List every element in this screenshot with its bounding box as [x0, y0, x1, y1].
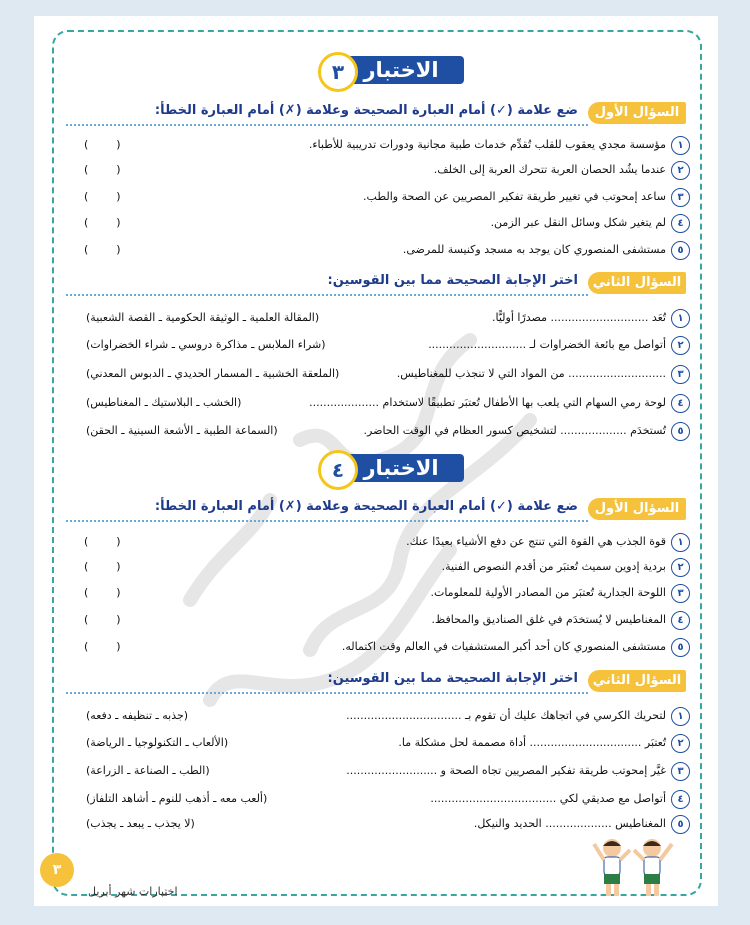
item-text: تُستخدَم ................... لتشخيص كسور العظام في الوقت الحاضر. — [363, 424, 666, 437]
list-item — [80, 308, 690, 330]
item-text: مستشفى المنصوري كان يوجد به مسجد وكنيسة للمرضى. — [402, 243, 666, 256]
test-3-number: ٣ — [318, 52, 358, 92]
item-number: ١ — [671, 533, 690, 552]
item-number: ٥ — [671, 422, 690, 441]
answer-choices: (الخشب ـ البلاستيك ـ المغناطيس) — [86, 396, 242, 409]
answer-box[interactable]: ( ) — [84, 138, 121, 151]
item-number: ٢ — [671, 734, 690, 753]
list-item — [80, 187, 690, 209]
list-item — [80, 335, 690, 357]
answer-box[interactable]: ( ) — [84, 613, 121, 626]
question-tag: السؤال الثاني — [588, 272, 686, 294]
list-item — [80, 733, 690, 755]
header-divider — [66, 520, 588, 522]
answer-box[interactable]: ( ) — [84, 190, 121, 203]
item-number: ٤ — [671, 214, 690, 233]
question-tag: السؤال الأول — [588, 102, 686, 124]
list-item — [80, 364, 690, 386]
answer-choices: (السماعة الطبية ـ الأشعة السينية ـ الحقن) — [86, 424, 278, 437]
answer-choices: (لا يجذب ـ يبعد ـ يجذب) — [86, 817, 195, 830]
item-number: ٢ — [671, 336, 690, 355]
item-number: ٤ — [671, 394, 690, 413]
item-text: غيَّر إمحوتب طريقة تفكير المصريين تجاه الصحة و .......................... — [346, 764, 666, 777]
test-3-title: الاختبار — [338, 56, 464, 84]
list-item — [80, 421, 690, 443]
item-text: مؤسسة مجدي يعقوب للقلب تُقدِّم خدمات طبية مجانية ودورات تدريبية للأطباء. — [308, 138, 666, 151]
item-number: ٢ — [671, 558, 690, 577]
item-number: ٤ — [671, 611, 690, 630]
item-number: ١ — [671, 309, 690, 328]
answer-choices: (المقالة العلمية ـ الوثيقة الحكومية ـ القصة الشعبية) — [86, 311, 320, 324]
question-instruction: ضع علامة (✓) أمام العبارة الصحيحة وعلامة (✗) أمام العبارة الخطأ: — [154, 103, 578, 118]
question-tag: السؤال الثاني — [588, 670, 686, 692]
item-text: أتواصل مع صديقي لكي .................................... — [430, 792, 666, 805]
list-item — [80, 610, 690, 632]
item-number: ٢ — [671, 161, 690, 180]
item-text: المغناطيس لا يُستخدَم في غلق الصناديق والمحافظ. — [431, 613, 666, 626]
list-item — [80, 160, 690, 182]
list-item — [80, 240, 690, 262]
question-instruction: اختر الإجابة الصحيحة مما بين القوسين: — [327, 671, 578, 686]
item-number: ٤ — [671, 790, 690, 809]
answer-box[interactable]: ( ) — [84, 560, 121, 573]
footer-label: اختبارات شهر أبريل — [88, 885, 178, 898]
test-4-number: ٤ — [318, 450, 358, 490]
answer-box[interactable]: ( ) — [84, 216, 121, 229]
item-number: ١ — [671, 707, 690, 726]
item-text: لتحريك الكرسي في اتجاهك عليك أن تقوم بـ ................................. — [346, 709, 666, 722]
answer-choices: (شراء الملابس ـ مذاكرة دروسي ـ شراء الخضراوات) — [86, 338, 326, 351]
item-text: عندما يشُد الحصان العربة تتحرك العربة إلى الخلف. — [433, 163, 666, 176]
item-text: لم يتغير شكل وسائل النقل عبر الزمن. — [490, 216, 666, 229]
item-text: تُعَد ............................ مصدرًا أوليًّا. — [492, 311, 666, 324]
list-item — [80, 637, 690, 659]
test-3-question-1-header — [66, 102, 686, 126]
item-text: بردية إدوين سميث تُعتبَر من أقدم النصوص الفنية. — [441, 560, 666, 573]
item-number: ٣ — [671, 365, 690, 384]
list-item — [80, 814, 690, 836]
list-item — [80, 213, 690, 235]
item-number: ٣ — [671, 584, 690, 603]
item-text: مستشفى المنصوري كان أحد أكبر المستشفيات في العالم وقت اكتماله. — [341, 640, 666, 653]
question-tag: السؤال الأول — [588, 498, 686, 520]
item-text: لوحة رمي السهام التي يلعب بها الأطفال تُعتبَر تطبيقًا لاستخدام .................... — [309, 396, 666, 409]
test-4-question-1-header — [66, 498, 686, 522]
header-divider — [66, 124, 588, 126]
answer-box[interactable]: ( ) — [84, 243, 121, 256]
item-number: ٥ — [671, 638, 690, 657]
item-text: أتواصل مع بائعة الخضراوات لـ ............................ — [428, 338, 666, 351]
list-item — [80, 761, 690, 783]
header-divider — [66, 294, 588, 296]
list-item — [80, 789, 690, 811]
answer-box[interactable]: ( ) — [84, 586, 121, 599]
item-text: ............................ من المواد التي لا تنجذب للمغناطيس. — [396, 367, 666, 380]
answer-choices: (جذبه ـ تنظيفه ـ دفعه) — [86, 709, 189, 722]
test-3-banner — [318, 52, 464, 88]
item-text: اللوحة الجدارية تُعتبَر من المصادر الأولية للمعلومات. — [430, 586, 666, 599]
item-number: ٥ — [671, 241, 690, 260]
list-item — [80, 135, 690, 157]
page-number-badge: ٣ — [40, 853, 74, 887]
item-text: تُعتبَر ................................ أداة مصممة لحل مشكلة ما. — [398, 736, 666, 749]
item-text: المغناطيس ................... الحديد والنيكل. — [473, 817, 666, 830]
question-instruction: ضع علامة (✓) أمام العبارة الصحيحة وعلامة (✗) أمام العبارة الخطأ: — [154, 499, 578, 514]
item-number: ١ — [671, 136, 690, 155]
question-instruction: اختر الإجابة الصحيحة مما بين القوسين: — [327, 273, 578, 288]
kids-illustration — [590, 836, 676, 900]
item-number: ٥ — [671, 815, 690, 834]
test-4-question-2-header — [66, 670, 686, 694]
item-number: ٣ — [671, 188, 690, 207]
answer-choices: (الألعاب ـ التكنولوجيا ـ الرياضة) — [86, 736, 229, 749]
test-3-question-2-header — [66, 272, 686, 296]
item-text: ساعد إمحوتب في تغيير طريقة تفكير المصريين عن الصحة والطب. — [363, 190, 666, 203]
list-item — [80, 706, 690, 728]
item-text: قوة الجذب هي القوة التي تنتج عن دفع الأشياء بعيدًا عنك. — [406, 535, 666, 548]
answer-choices: (ألعب معه ـ أذهب للنوم ـ أشاهد التلفاز) — [86, 792, 268, 805]
answer-box[interactable]: ( ) — [84, 163, 121, 176]
list-item — [80, 532, 690, 554]
answer-box[interactable]: ( ) — [84, 640, 121, 653]
answer-box[interactable]: ( ) — [84, 535, 121, 548]
item-number: ٣ — [671, 762, 690, 781]
list-item — [80, 583, 690, 605]
answer-choices: (الطب ـ الصناعة ـ الزراعة) — [86, 764, 210, 777]
list-item — [80, 557, 690, 579]
test-4-title: الاختبار — [338, 454, 464, 482]
list-item — [80, 393, 690, 415]
answer-choices: (الملعقة الخشبية ـ المسمار الحديدي ـ الدبوس المعدني) — [86, 367, 340, 380]
header-divider — [66, 692, 588, 694]
test-4-banner — [318, 450, 464, 486]
